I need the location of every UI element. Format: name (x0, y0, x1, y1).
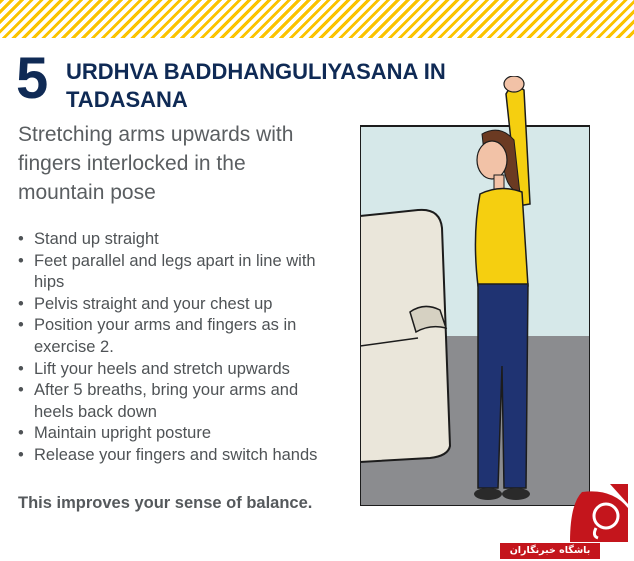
instruction-item: • Pelvis straight and your chest up (18, 294, 338, 316)
instruction-item: • Release your fingers and switch hands (18, 445, 338, 467)
pose-illustration (360, 76, 590, 506)
logo-caption: باشگاه خبرنگاران (500, 543, 600, 559)
instruction-item: • Maintain upright posture (18, 423, 338, 445)
instruction-item: • After 5 breaths, bring your arms and heels back down (18, 380, 338, 423)
decorative-stripe-band (0, 0, 634, 38)
instruction-item: • Stand up straight (18, 229, 338, 251)
instruction-list (18, 229, 338, 467)
pose-subtitle: Stretching arms upwards with fingers interlocked in the mountain pose (18, 123, 294, 204)
head (477, 141, 507, 179)
instruction-item: • Feet parallel and legs apart in line with hips (18, 251, 338, 294)
airplane-seat (360, 210, 450, 462)
step-number: 5 (16, 46, 49, 111)
pose-title: URDHVA BADDHANGULIYASANA IN TADASANA (66, 59, 446, 112)
shoe (474, 488, 502, 500)
benefit-summary: This improves your sense of balance. (18, 494, 313, 512)
instruction-item: • Lift your heels and stretch upwards (18, 359, 338, 381)
instruction-item: • Position your arms and fingers as in exercise 2. (18, 315, 338, 358)
interlocked-hands (504, 76, 524, 92)
